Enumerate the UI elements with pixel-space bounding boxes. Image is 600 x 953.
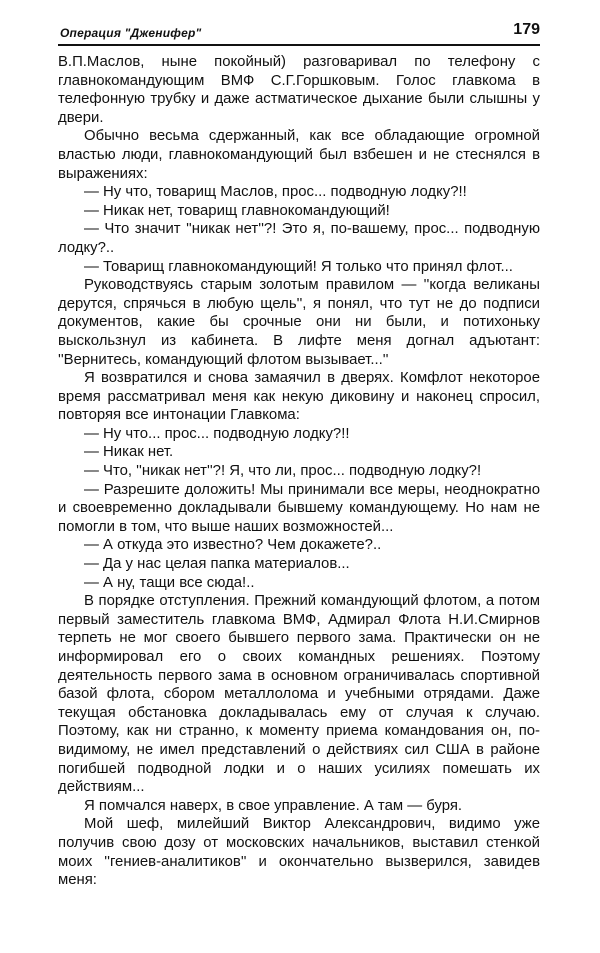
dialogue-line: — Что, ''никак нет''?! Я, что ли, прос... подводную лодку?! — [84, 463, 482, 480]
paragraph: В порядке отступления. Прежний командующий флотом, а потом первый заместитель главкома ВМФ, Адмирал Флота Н.И.Смирнов терпеть не мог своего бывшего первого зама. Практически он не информировал его о своих командных решениях. Поэтому деятельность первого зама в основном ограничивалась спортивной базой флота, сбором металлолома и учебными отрядами. Даже текущая обстановка докладывалась ему от случая к случаю. Поэтому, как ни странно, к моменту приема командования он, по-видимому, не имел представлений о действиях сил США в районе погибшей подводной лодки и о наших усилиях помешать их действиям... — [58, 593, 540, 796]
dialogue-line: — Товарищ главнокомандующий! Я только что принял флот... — [84, 258, 513, 275]
page-header — [58, 20, 540, 46]
dialogue-line: — А ну, тащи все сюда!.. — [84, 574, 255, 591]
dialogue-line: — Никак нет. — [84, 444, 174, 461]
paragraph: Я помчался наверх, в свое управление. А там — буря. — [84, 797, 463, 814]
dialogue-line: — Никак нет, товарищ главнокомандующий! — [84, 202, 390, 219]
paragraph: Я возвратился и снова замаячил в дверях. Комфлот некоторое время рассматривал меня как некую диковину и наконец спросил, повторяя все интонации Главкома: — [58, 370, 540, 424]
body-text — [58, 53, 540, 890]
dialogue-line: — Что значит ''никак нет''?! Это я, по-вашему, прос... подводную лодку?.. — [58, 221, 540, 256]
paragraph: Обычно весьма сдержанный, как все обладающие огромной властью люди, главнокомандующий был взбешен и не стеснялся в выражениях: — [58, 128, 540, 182]
dialogue-line: — Ну что, товарищ Маслов, прос... подводную лодку?!! — [84, 184, 467, 201]
page-number: 179 — [513, 21, 540, 38]
paragraph: В.П.Маслов, ныне покойный) разговаривал по телефону с главнокомандующим ВМФ С.Г.Горшковым. Голос главкома в телефонную трубку и даже астматическое дыхание были слышны у двери. — [58, 54, 540, 126]
paragraph: Руководствуясь старым золотым правилом — ''когда великаны дерутся, спрячься в любую щель'', я понял, что тут не до подписи документов, какие бы срочные они ни были, и потихоньку выскользнул из кабинета. В лифте меня догнал адъютант: ''Вернитесь, командующий флотом вызывает...'' — [58, 277, 540, 368]
paragraph: Мой шеф, милейший Виктор Александрович, видимо уже получив свою дозу от московских начальников, выставил стенкой моих ''гениев-аналитиков'' и окончательно вызверился, завидев меня: — [58, 816, 540, 889]
dialogue-line: — Ну что... прос... подводную лодку?!! — [84, 425, 350, 442]
dialogue-line: — А откуда это известно? Чем докажете?.. — [84, 537, 382, 554]
dialogue-line: — Да у нас целая папка материалов... — [84, 556, 350, 573]
running-title: Операция "Дженифер" — [60, 26, 202, 40]
dialogue-line: — Разрешите доложить! Мы принимали все меры, неоднократно и своевременно докладывали бывшему командующему. Но нам не помогли в том, что выше наших возможностей... — [58, 481, 540, 535]
book-page — [58, 20, 540, 890]
